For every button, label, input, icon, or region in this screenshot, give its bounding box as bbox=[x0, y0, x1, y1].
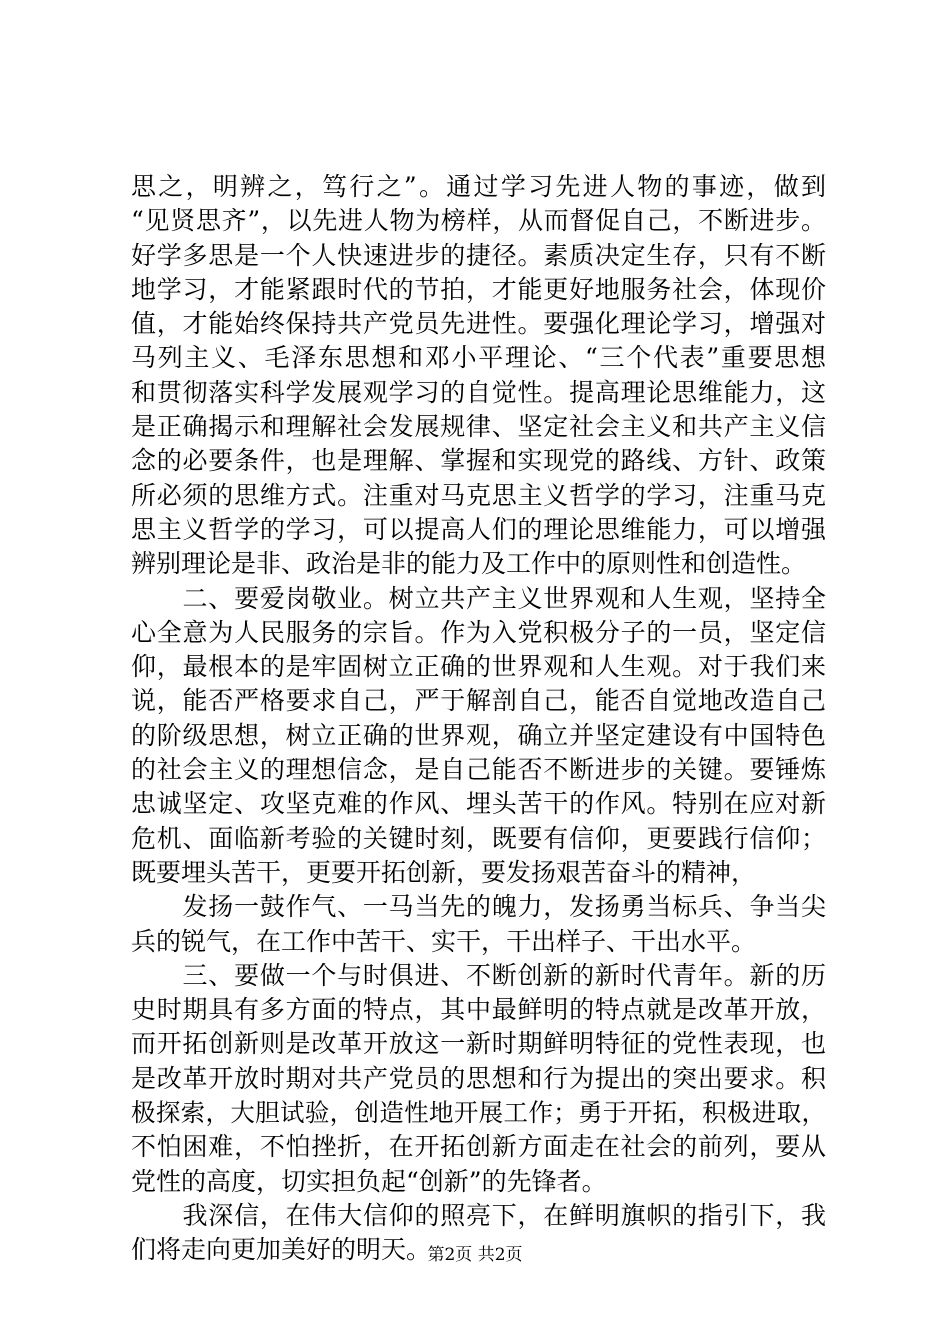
text-line: 而开拓创新则是改革开放这一新时期鲜明特征的党性表现，也 bbox=[131, 1029, 826, 1059]
paragraph-start-line: 三、要做一个与时俱进、不断创新的新时代青年。新的历 bbox=[131, 960, 826, 990]
text-line: “见贤思齐”，以先进人物为榜样，从而督促自己，不断进步。 bbox=[131, 206, 826, 236]
paragraph-end-line: 党性的高度，切实担负起“创新”的先锋者。 bbox=[131, 1166, 607, 1196]
paragraph-end-line: 兵的锐气，在工作中苦干、实干，干出样子、干出水平。 bbox=[131, 926, 757, 956]
text-line: 不怕困难，不怕挫折，在开拓创新方面走在社会的前列，要从 bbox=[131, 1132, 826, 1162]
page-footer bbox=[0, 1244, 950, 1266]
paragraph-end-line: 既要埋头苦干，更要开拓创新，要发扬艰苦奋斗的精神， bbox=[131, 857, 757, 887]
page-number-label: 第2页 共2页 bbox=[427, 1245, 523, 1265]
text-line: 所必须的思维方式。注重对马克思主义哲学的学习，注重马克 bbox=[131, 480, 826, 510]
text-line: 思之，明辨之，笃行之”。通过学习先进人物的事迹，做到 bbox=[131, 172, 826, 201]
text-line: 和贯彻落实科学发展观学习的自觉性。提高理论思维能力，这 bbox=[131, 377, 826, 407]
text-line: 史时期具有多方面的特点，其中最鲜明的特点就是改革开放， bbox=[131, 995, 826, 1025]
paragraph-start-line: 二、要爱岗敬业。树立共产主义世界观和人生观，坚持全 bbox=[131, 583, 826, 613]
text-line: 马列主义、毛泽东思想和邓小平理论、“三个代表”重要思想 bbox=[131, 343, 826, 373]
text-line: 的社会主义的理想信念，是自己能否不断进步的关键。要锤炼 bbox=[131, 755, 826, 785]
text-line: 好学多思是一个人快速进步的捷径。素质决定生存，只有不断 bbox=[131, 240, 826, 270]
text-line: 值，才能始终保持共产党员先进性。要强化理论学习，增强对 bbox=[131, 309, 826, 339]
text-line: 心全意为人民服务的宗旨。作为入党积极分子的一员，坚定信 bbox=[131, 617, 826, 647]
text-line: 的阶级思想，树立正确的世界观，确立并坚定建设有中国特色 bbox=[131, 720, 826, 750]
paragraph-start-line: 发扬一鼓作气、一马当先的魄力，发扬勇当标兵、争当尖 bbox=[131, 892, 826, 922]
text-line: 是正确揭示和理解社会发展规律、坚定社会主义和共产主义信 bbox=[131, 412, 826, 442]
text-line: 思主义哲学的学习，可以提高人们的理论思维能力，可以增强 bbox=[131, 514, 826, 544]
text-line: 极探索，大胆试验，创造性地开展工作；勇于开拓，积极进取， bbox=[131, 1098, 826, 1128]
text-line: 地学习，才能紧跟时代的节拍，才能更好地服务社会，体现价 bbox=[131, 274, 826, 304]
text-line: 说，能否严格要求自己，严于解剖自己，能否自觉地改造自己 bbox=[131, 686, 826, 716]
paragraph-start-line: 我深信，在伟大信仰的照亮下，在鲜明旗帜的指引下，我 bbox=[131, 1200, 826, 1230]
text-line: 危机、面临新考验的关键时刻，既要有信仰，更要践行信仰； bbox=[131, 823, 826, 853]
paragraph-end-line: 们将走向更加美好的明天。 bbox=[131, 1235, 432, 1265]
text-line: 是改革开放时期对共产党员的思想和行为提出的突出要求。积 bbox=[131, 1063, 826, 1093]
text-line: 念的必要条件，也是理解、掌握和实现党的路线、方针、政策 bbox=[131, 446, 826, 476]
text-line: 忠诚坚定、攻坚克难的作风、埋头苦干的作风。特别在应对新 bbox=[131, 789, 826, 819]
text-line: 仰，最根本的是牢固树立正确的世界观和人生观。对于我们来 bbox=[131, 652, 826, 682]
document-body bbox=[131, 170, 826, 1268]
paragraph-end-line: 辨别理论是非、政治是非的能力及工作中的原则性和创造性。 bbox=[131, 549, 807, 579]
